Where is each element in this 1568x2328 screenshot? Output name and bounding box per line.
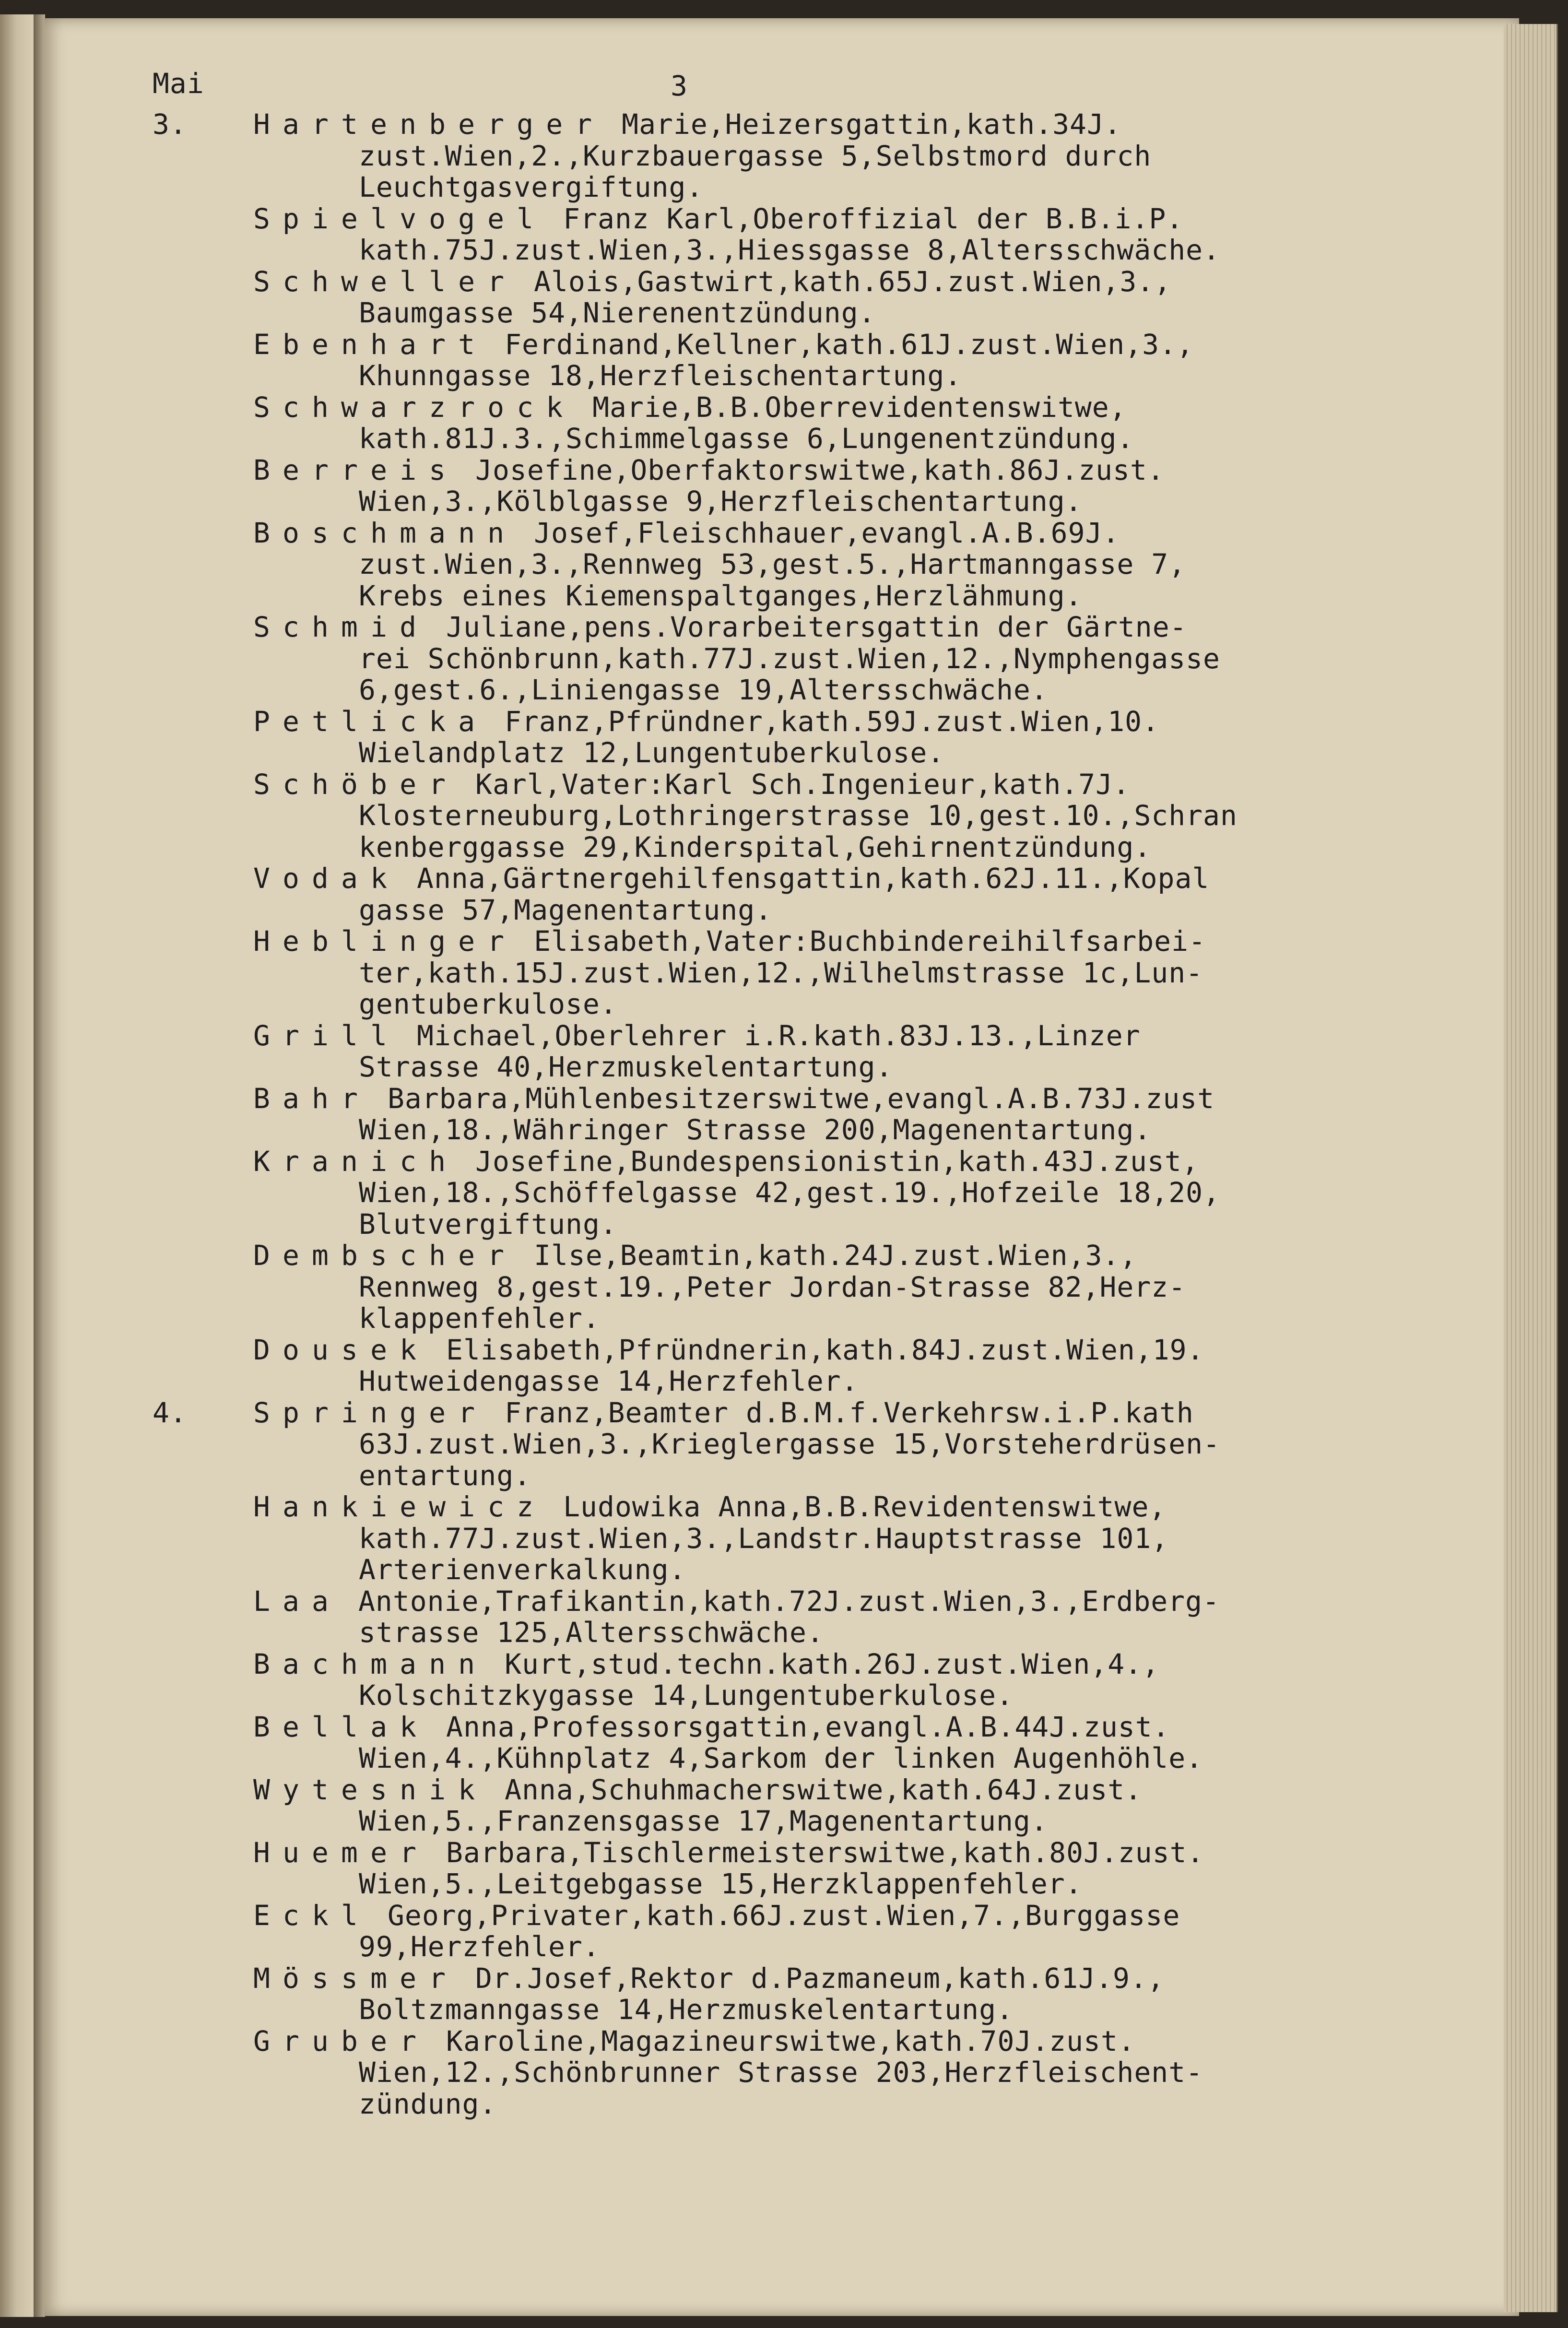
entry-first-line [253,390,1127,424]
entry-surname: Laa [253,1584,342,1618]
entry-continuation-line: 63J.zust.Wien,3.,Krieglergasse 15,Vorsteherdrüsen- [359,1428,1220,1460]
entry-surname: Heblinger [253,925,517,957]
entry-first-line [253,862,1210,895]
book-gutter [34,14,45,2317]
entry-continuation-line: Blutvergiftung. [359,1207,617,1241]
entry-continuation-line: Wien,18.,Währinger Strasse 200,Magenentartung. [359,1113,1152,1146]
entry-surname: Boschmann [253,516,517,549]
entry-first-line [253,1396,1194,1429]
entry-continuation-line: entartung. [359,1459,531,1492]
entry-first-line [253,108,1121,141]
entry-continuation-line: rei Schönbrunn,kath.77J.zust.Wien,12.,Nymphengasse [359,642,1220,675]
entry-details: Marie,B.B.Oberrevidentenswitwe, [575,390,1127,424]
entry-first-line [253,1584,1220,1618]
entry-details: Josef,Fleischhauer,evangl.A.B.69J. [517,516,1120,549]
entry-first-line [253,202,1184,235]
entry-continuation-line: ter,kath.15J.zust.Wien,12.,Wilhelmstrasse 1c,Lun- [359,956,1203,989]
entry-details: Juliane,pens.Vorarbeitersgattin der Gärtne- [429,611,1187,643]
entry-continuation-line: gasse 57,Magenentartung. [359,893,773,926]
entry-surname: Bachmann [253,1647,488,1680]
entry-details: Anna,Schuhmacherswitwe,kath.64J.zust. [487,1773,1143,1806]
entry-details: Ludowika Anna,B.B.Revidentenswitwe, [546,1490,1167,1523]
entry-details: Franz,Pfründner,kath.59J.zust.Wien,10. [487,705,1159,738]
entry-details: Barbara,Mühlenbesitzerswitwe,evangl.A.B.73J.zust [370,1082,1215,1115]
entry-surname: Mössmer [253,1962,459,1995]
entry-details: Ferdinand,Kellner,kath.61J.zust.Wien,3., [487,328,1194,361]
entry-details: Dr.Josef,Rektor d.Pazmaneum,kath.61J.9., [458,1962,1165,1995]
entry-surname: Ebenhart [253,328,488,361]
entry-details: Michael,Oberlehrer i.R.kath.83J.13.,Linzer [400,1019,1141,1052]
entry-details: Josefine,Bundespensionistin,kath.43J.zust, [458,1145,1199,1178]
entry-continuation-line: Boltzmanngasse 14,Herzmuskelentartung. [359,1993,1014,2026]
entry-first-line [253,705,1159,738]
entry-continuation-line: zündung. [359,2087,497,2120]
entry-first-line [253,1490,1167,1523]
entry-first-line [253,1899,1180,1932]
entry-surname: Grill [253,1019,400,1052]
entry-surname: Gruber [253,2024,429,2057]
entry-details: Barbara,Tischlermeisterswitwe,kath.80J.zust. [429,1836,1204,1869]
entry-surname: Springer [253,1396,488,1429]
entry-continuation-line: gentuberkulose. [359,988,617,1020]
entry-continuation-line: kenberggasse 29,Kinderspital,Gehirnentzündung. [359,830,1152,863]
entry-continuation-line: Wien,5.,Leitgebgasse 15,Herzklappenfehler. [359,1867,1083,1900]
entry-details: Kurt,stud.techn.kath.26J.zust.Wien,4., [487,1647,1159,1680]
entry-surname: Wytesnik [253,1773,488,1806]
entry-first-line [253,1647,1159,1680]
entry-details: Alois,Gastwirt,kath.65J.zust.Wien,3., [517,265,1172,298]
entry-continuation-line: Baumgasse 54,Nierenentzündung. [359,296,876,329]
entry-surname: Dousek [253,1333,429,1366]
entry-surname: Vodak [253,862,400,895]
entry-first-line [253,1333,1204,1366]
entry-continuation-line: Klosterneuburg,Lothringerstrasse 10,gest.10.,Schran [359,799,1238,832]
page-edges [1504,24,1558,2312]
entry-details: Elisabeth,Pfründnerin,kath.84J.zust.Wien,19. [429,1333,1204,1366]
entry-surname: Schöber [253,768,459,801]
entry-continuation-line: Leuchtgasvergiftung. [359,171,704,203]
entry-surname: Petlicka [253,705,488,738]
entry-details: Antonie,Trafikantin,kath.72J.zust.Wien,3.,Erdberg- [341,1584,1220,1618]
entry-surname: Schweller [253,265,517,298]
month-heading: Mai [153,67,204,100]
entry-first-line [253,1239,1137,1272]
entry-surname: Bahr [253,1082,371,1115]
entry-first-line [253,2024,1135,2057]
entry-details: Karoline,Magazineurswitwe,kath.70J.zust. [429,2024,1135,2057]
entry-continuation-line: 99,Herzfehler. [359,1930,600,1963]
entry-continuation-line: 6,gest.6.,Liniengasse 19,Altersschwäche. [359,674,1048,706]
entry-continuation-line: Kolschitzkygasse 14,Lungentuberkulose. [359,1679,1014,1712]
entry-details: Karl,Vater:Karl Sch.Ingenieur,kath.7J. [458,768,1130,801]
entry-surname: Bellak [253,1710,429,1743]
entry-details: Marie,Heizersgattin,kath.34J. [604,108,1121,141]
entry-details: Franz,Beamter d.B.M.f.Verkehrsw.i.P.kath [487,1396,1194,1429]
day-marker: 4. [153,1396,187,1429]
entry-details: Josefine,Oberfaktorswitwe,kath.86J.zust. [458,453,1165,486]
entry-continuation-line: strasse 125,Altersschwäche. [359,1616,824,1649]
entry-surname: Schmid [253,611,429,643]
entry-continuation-line: kath.81J.3.,Schimmelgasse 6,Lungenentzündung. [359,422,1134,455]
entry-continuation-line: Khunngasse 18,Herzfleischentartung. [359,359,962,392]
entry-surname: Spielvogel [253,202,546,235]
entry-continuation-line: Wien,5.,Franzensgasse 17,Magenentartung. [359,1805,1048,1837]
entry-details: Ilse,Beamtin,kath.24J.zust.Wien,3., [517,1239,1137,1272]
entry-surname: Schwarzrock [253,390,576,424]
entry-continuation-line: Wien,18.,Schöffelgasse 42,gest.19.,Hofzeile 18,20, [359,1176,1220,1209]
entry-continuation-line: zust.Wien,3.,Rennweg 53,gest.5.,Hartmanngasse 7, [359,548,1186,580]
entry-continuation-line: Wielandplatz 12,Lungentuberkulose. [359,736,945,769]
entry-first-line [253,927,1206,955]
entry-continuation-line: Wien,3.,Kölblgasse 9,Herzfleischentartung. [359,485,1083,518]
entry-continuation-line: Rennweg 8,gest.19.,Peter Jordan-Strasse 82,Herz- [359,1270,1186,1303]
entry-first-line [253,1145,1199,1178]
entry-details: Anna,Professorsgattin,evangl.A.B.44J.zust. [429,1710,1170,1743]
day-marker: 3. [153,108,187,141]
entry-first-line [253,1962,1165,1995]
page-number: 3 [671,70,688,102]
entry-first-line [253,453,1165,486]
entry-first-line [253,1836,1204,1869]
entry-first-line [253,1773,1143,1806]
entry-first-line [253,516,1120,549]
entry-first-line [253,613,1187,641]
entry-continuation-line: Arterienverkalkung. [359,1553,686,1586]
entry-surname: Kranich [253,1145,459,1178]
entry-details: Anna,Gärtnergehilfensgattin,kath.62J.11.,Kopal [400,862,1210,895]
entry-surname: Dembscher [253,1239,517,1272]
entry-surname: Eckl [253,1899,371,1932]
entry-first-line [253,768,1130,801]
entry-surname: Hartenberger [253,108,605,141]
entry-continuation-line: Wien,12.,Schönbrunner Strasse 203,Herzfleischent- [359,2056,1203,2089]
entry-continuation-line: Krebs eines Kiemenspaltganges,Herzlähmung. [359,579,1083,612]
entry-continuation-line: kath.77J.zust.Wien,3.,Landstr.Hauptstrasse 101, [359,1522,1169,1555]
entry-surname: Berreis [253,453,459,486]
entry-first-line [253,265,1172,298]
entry-continuation-line: Wien,4.,Kühnplatz 4,Sarkom der linken Augenhöhle. [359,1742,1203,1774]
entry-surname: Huemer [253,1836,429,1869]
entry-surname: Hankiewicz [253,1490,546,1523]
entry-continuation-line: Hutweidengasse 14,Herzfehler. [359,1365,859,1397]
entry-first-line [253,1019,1141,1052]
entry-continuation-line: zust.Wien,2.,Kurzbauergasse 5,Selbstmord durch [359,139,1152,172]
entry-continuation-line: kath.75J.zust.Wien,3.,Hiessgasse 8,Altersschwäche. [359,234,1220,266]
entry-details: Elisabeth,Vater:Buchbindereihilfsarbei- [517,925,1206,957]
entry-details: Franz Karl,Oberoffizial der B.B.i.P. [546,202,1184,235]
entry-details: Georg,Privater,kath.66J.zust.Wien,7.,Burggasse [370,1899,1180,1932]
entry-continuation-line: Strasse 40,Herzmuskelentartung. [359,1051,893,1083]
entry-first-line [253,1082,1215,1115]
entry-first-line [253,328,1194,361]
entry-continuation-line: klappenfehler. [359,1302,600,1335]
entry-first-line [253,1710,1170,1743]
